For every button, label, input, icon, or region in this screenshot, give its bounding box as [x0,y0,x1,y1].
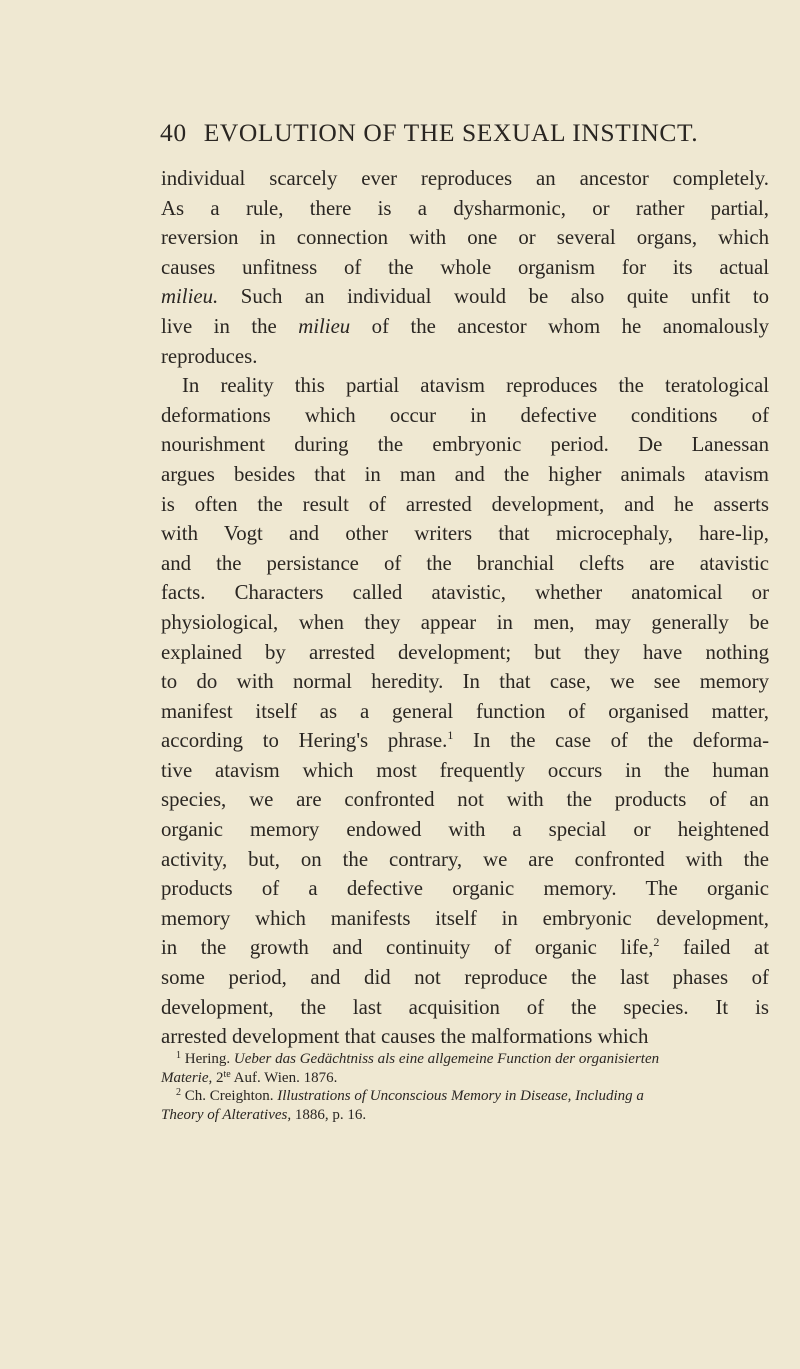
text-line: manifest itself as a general function of organised matter, [161,699,769,723]
text-line: live in the milieu of the ancestor whom he anomalously [161,314,769,338]
text-line: some period, and did not reproduce the last phases of [161,966,769,990]
text-line: In reality this partial atavism reproduces the teratological [182,374,769,398]
page-number: 40 [160,118,187,147]
text-line: causes unfitness of the whole organism for its actual [161,255,769,279]
footnote-2-cont: Theory of Alteratives, 1886, p. 16. [161,1106,367,1123]
text-line: with Vogt and other writers that microcephaly, hare-lip, [161,522,769,546]
text-line: memory which manifests itself in embryonic development, [161,906,769,930]
text-line: nourishment during the embryonic period. De Lanessan [161,433,769,457]
text-line: in the growth and continuity of organic life,$^2$ failed at [161,935,770,960]
footnote-1: $^1$ Hering. Ueber das Gedächtniss als eine allgemeine Function der organisierten [176,1050,660,1067]
text-line: organic memory endowed with a special or heightened [161,818,769,842]
text-line: is often the result of arrested development, and he asserts [161,492,769,516]
text-line: tive atavism which most frequently occurs in the human [161,758,769,782]
footnote-2: $^2$ Ch. Creighton. Illustrations of Unconscious Memory in Disease, Including a [176,1087,644,1104]
text-line: facts. Characters called atavistic, whether anatomical or [161,581,769,605]
text-line: activity, but, on the contrary, we are confronted with the [161,847,769,871]
footnote-1-cont: Materie, $2^{te}$ Auf. Wien. 1876. [161,1068,338,1086]
italic-term: milieu [298,314,351,338]
text-line: argues besides that in man and the higher animals atavism [161,462,769,486]
running-head [160,118,699,148]
text-line: and the persistance of the branchial clefts are atavistic [161,551,769,575]
text-line: according to Hering's phrase.$^1$ In the case of the deforma- [161,728,769,753]
body-text [161,164,769,1052]
text-line: explained by arrested development; but they have nothing [161,640,769,664]
text-line: As a rule, there is a dysharmonic, or rather partial, [161,196,769,220]
text-line: arrested development that causes the malformations which [161,1025,649,1049]
text-line: to do with normal heredity. In that case, we see memory [161,670,769,694]
text-line: reproduces. [161,344,258,368]
italic-term: milieu. [161,285,219,309]
text-line: physiological, when they appear in men, may generally be [161,610,769,634]
text-line: reversion in connection with one or several organs, which [161,226,769,250]
text-line: individual scarcely ever reproduces an ancestor completely. [161,167,769,190]
footnote-ref: 1 [447,728,454,743]
text-line: species, we are confronted not with the products of an [161,788,769,812]
page-title: EVOLUTION OF THE SEXUAL INSTINCT. [203,118,699,147]
text-line: deformations which occur in defective conditions of [161,403,769,427]
text-line: milieu. Such an individual would be also quite unfit to [161,285,769,309]
footnote-ref: 2 [653,935,660,950]
footnotes [161,1050,769,1124]
text-line: development, the last acquisition of the species. It is [161,995,769,1019]
text-line: products of a defective organic memory. The organic [161,877,769,901]
